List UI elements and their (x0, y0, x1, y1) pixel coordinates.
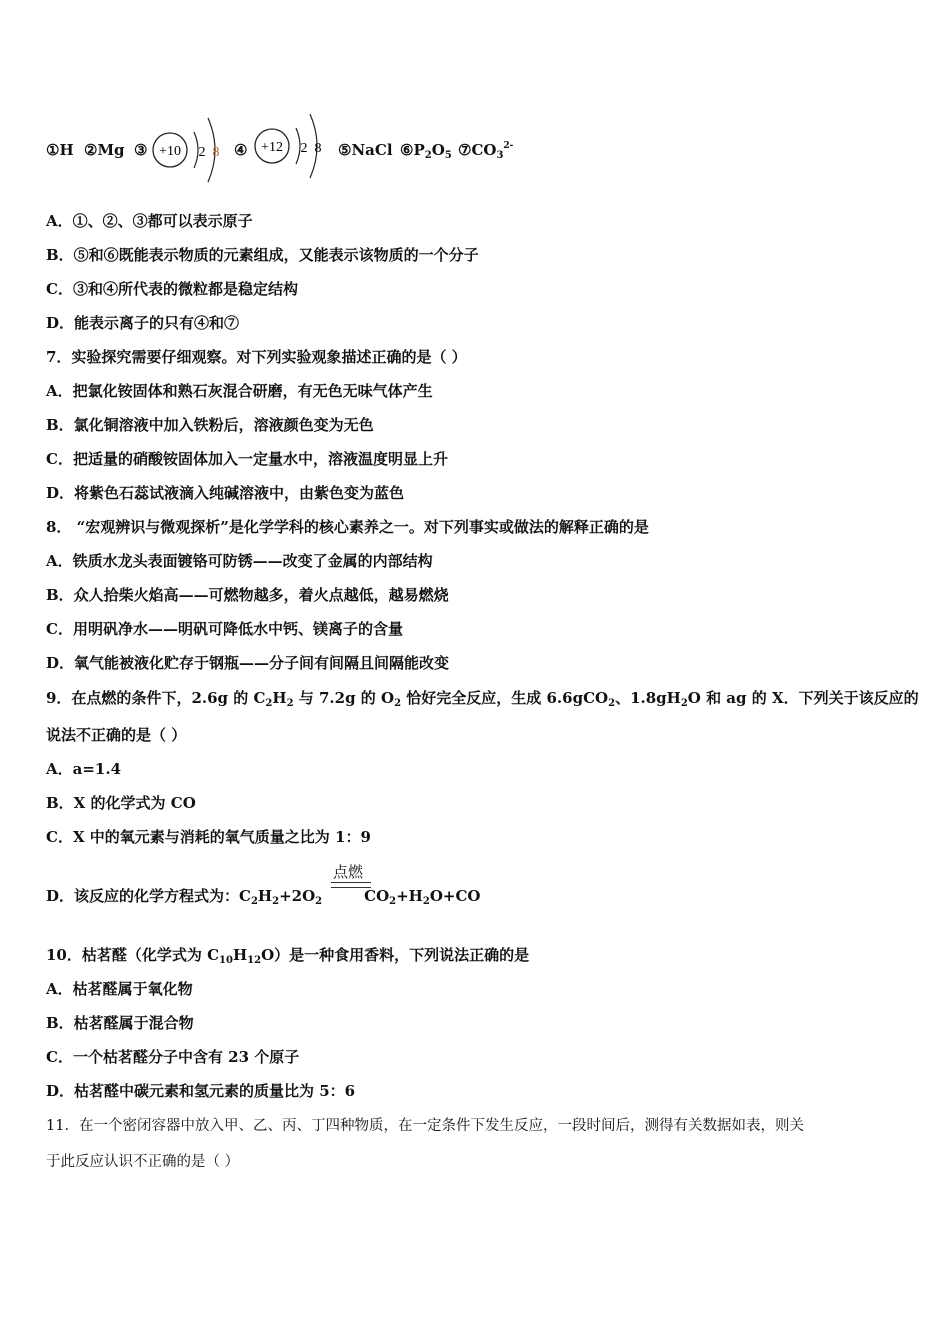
q10-option-a: A．枯茗醛属于氧化物 (46, 980, 193, 998)
q7-stem: 7．实验探究需要仔细观察。对下列实验观象描述正确的是（ ） (46, 348, 467, 366)
nucleus-charge-3: +10 (159, 144, 181, 159)
shell-arc-4a (296, 128, 300, 164)
q11-stem-line2: 于此反应认识不正确的是（ ） (46, 1154, 240, 1170)
q9-option-d: D．该反应的化学方程式为：$C_2H_2+2O_2$ $CO_2+H_2O+CO$ (46, 887, 481, 907)
q6-option-b: B．⑤和⑥既能表示物质的元素组成，又能表示该物质的一个分子 (46, 246, 479, 264)
symbol-h: ①H (46, 141, 74, 159)
symbol-mg: ②Mg (84, 141, 125, 159)
q9-option-b: B．X 的化学式为 CO (46, 794, 196, 812)
q8-option-b: B．众人拾柴火焰高——可燃物越多，着火点越低，越易燃烧 (46, 586, 449, 604)
q11-stem-line1: 11．在一个密闭容器中放入甲、乙、丙、丁四种物质，在一定条件下发生反应，一段时间后，测得有关数据如表，则关 (46, 1118, 804, 1134)
q10-option-c: C．一个枯茗醛分子中含有 23 个原子 (46, 1048, 300, 1066)
shell-electrons-3b: 8 (212, 145, 220, 160)
q7-option-a: A．把氯化铵固体和熟石灰混合研磨，有无色无味气体产生 (46, 382, 433, 400)
symbol-4-label: ④ (234, 141, 248, 159)
q7-option-d: D．将紫色石蕊试液滴入纯碱溶液中，由紫色变为蓝色 (46, 484, 405, 502)
q9-stem-line2: 说法不正确的是（ ） (46, 726, 187, 744)
q7-option-b: B．氯化铜溶液中加入铁粉后，溶液颜色变为无色 (46, 416, 374, 434)
reaction-equals-sign (331, 882, 371, 888)
q8-stem: 8． “宏观辨识与微观探析”是化学学科的核心素养之一。对下列事实或做法的解释正确的是 (46, 518, 649, 536)
shell-electrons-4a: 2 (300, 141, 308, 156)
symbol-p2o5: $⑥P_2O_5$ (400, 141, 452, 161)
symbol-3-label: ③ (134, 141, 148, 159)
symbol-nacl: ⑤NaCl (338, 141, 393, 159)
shell-electrons-4b: 8 (314, 141, 322, 156)
reaction-condition: 点燃 (333, 863, 364, 881)
atom-diagram-3 (150, 110, 230, 190)
shell-electrons-3a: 2 (198, 145, 206, 160)
q8-option-c: C．用明矾净水——明矾可降低水中钙、镁离子的含量 (46, 620, 403, 638)
q9-option-a: A．a=1.4 (46, 760, 122, 778)
q7-option-c: C．把适量的硝酸铵固体加入一定量水中，溶液温度明显上升 (46, 450, 448, 468)
q10-option-d: D．枯茗醛中碳元素和氢元素的质量比为 5：6 (46, 1082, 356, 1100)
shell-arc-3a (194, 132, 198, 168)
q9-option-c: C．X 中的氧元素与消耗的氧气质量之比为 1：9 (46, 828, 371, 846)
q9-stem-line1: 9．在点燃的条件下，2.6g 的 $C_2H_2$ 与 7.2g 的 $O_2$ 恰好完全反应，生成 6.6gCO$_2$、$1.8gH_2O$ 和 ag 的 X．下列关于该反应的 (46, 689, 919, 709)
symbols-row (46, 110, 646, 190)
q6-option-d: D．能表示离子的只有④和⑦ (46, 314, 240, 332)
nucleus-charge-4: +12 (261, 140, 283, 155)
q10-stem: 10．枯茗醛（化学式为 $C_{10}H_{12}O$）是一种食用香料，下列说法正确的是 (46, 946, 530, 966)
symbol-co3: $⑦CO_3^{2-}$ (458, 141, 514, 161)
q6-option-c: C．③和④所代表的微粒都是稳定结构 (46, 280, 298, 298)
q10-option-b: B．枯茗醛属于混合物 (46, 1014, 194, 1032)
q6-option-a: A．①、②、③都可以表示原子 (46, 212, 253, 230)
q8-option-a: A．铁质水龙头表面镀铬可防锈——改变了金属的内部结构 (46, 552, 433, 570)
q8-option-d: D．氧气能被液化贮存于钢瓶——分子间有间隔且间隔能改变 (46, 654, 450, 672)
atom-diagram-4 (252, 110, 332, 190)
